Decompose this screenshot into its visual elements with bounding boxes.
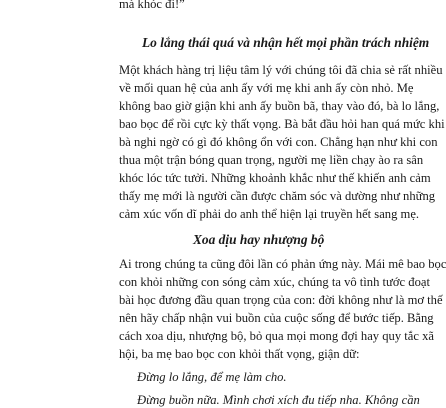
top-fragment: mà khóc đi!”: [119, 0, 185, 11]
quote-line: Đừng buồn nữa. Mình chơi xích đu tiếp nha. Không cần: [137, 393, 420, 407]
paragraph-line: hội, ba mẹ bao bọc con khỏi thất vọng, giận dữ:: [119, 347, 360, 361]
paragraph-line: thua một trận bóng quan trọng, người mẹ liền chạy ào ra sân: [119, 153, 424, 167]
paragraph-line: về mối quan hệ của anh ấy với mẹ khi anh ấy còn nhỏ. Mẹ: [119, 81, 414, 95]
paragraph-line: nên hãy chấp nhận vui buồn của cuộc sống để bước tiếp. Bằng: [119, 311, 434, 325]
paragraph-line: con khỏi những con sóng cảm xúc, chúng ta vô tình tước đoạt: [119, 275, 430, 289]
paragraph-line: không bao giờ giận khi anh ấy buồn bã, thay vào đó, bà lo lắng,: [119, 99, 440, 113]
paragraph-line: Một khách hàng trị liệu tâm lý với chúng tôi đã chia sẻ rất nhiều: [119, 63, 443, 77]
paragraph-line: Ai trong chúng ta cũng đôi lần có phản ứng này. Mái mê bao bọc: [119, 257, 446, 271]
paragraph-line: bao bọc để rồi cực kỳ thất vọng. Bà bắt đầu hỏi han quá mức khi: [119, 117, 445, 131]
paragraph-line: thấy mẹ mới là người cần được chăm sóc và dường như những: [119, 189, 436, 203]
paragraph-line: bà nghi ngờ có gì đó không ổn với con. Chẳng hạn như khi con: [119, 135, 438, 149]
paragraph-line: khóc lóc tức tưởi. Những khoảnh khắc như thế khiến anh cảm: [119, 171, 431, 185]
quote-line: Đừng lo lắng, để mẹ làm cho.: [137, 370, 287, 384]
paragraph-line: cách xoa dịu, nhượng bộ, bỏ qua mọi mong đợi hay quy tắc xã: [119, 329, 434, 343]
section-heading-soothe: Xoa dịu hay nhượng bộ: [193, 232, 325, 247]
paragraph-line: bài học đương đầu quan trọng của con: đời không như là mơ thế: [119, 293, 443, 307]
section-heading-worry: Lo lắng thái quá và nhận hết mọi phần trách nhiệm: [142, 35, 430, 50]
paragraph-line: cảm xúc vốn dĩ phải do anh thể hiện lại truyền hết sang mẹ.: [119, 207, 420, 221]
